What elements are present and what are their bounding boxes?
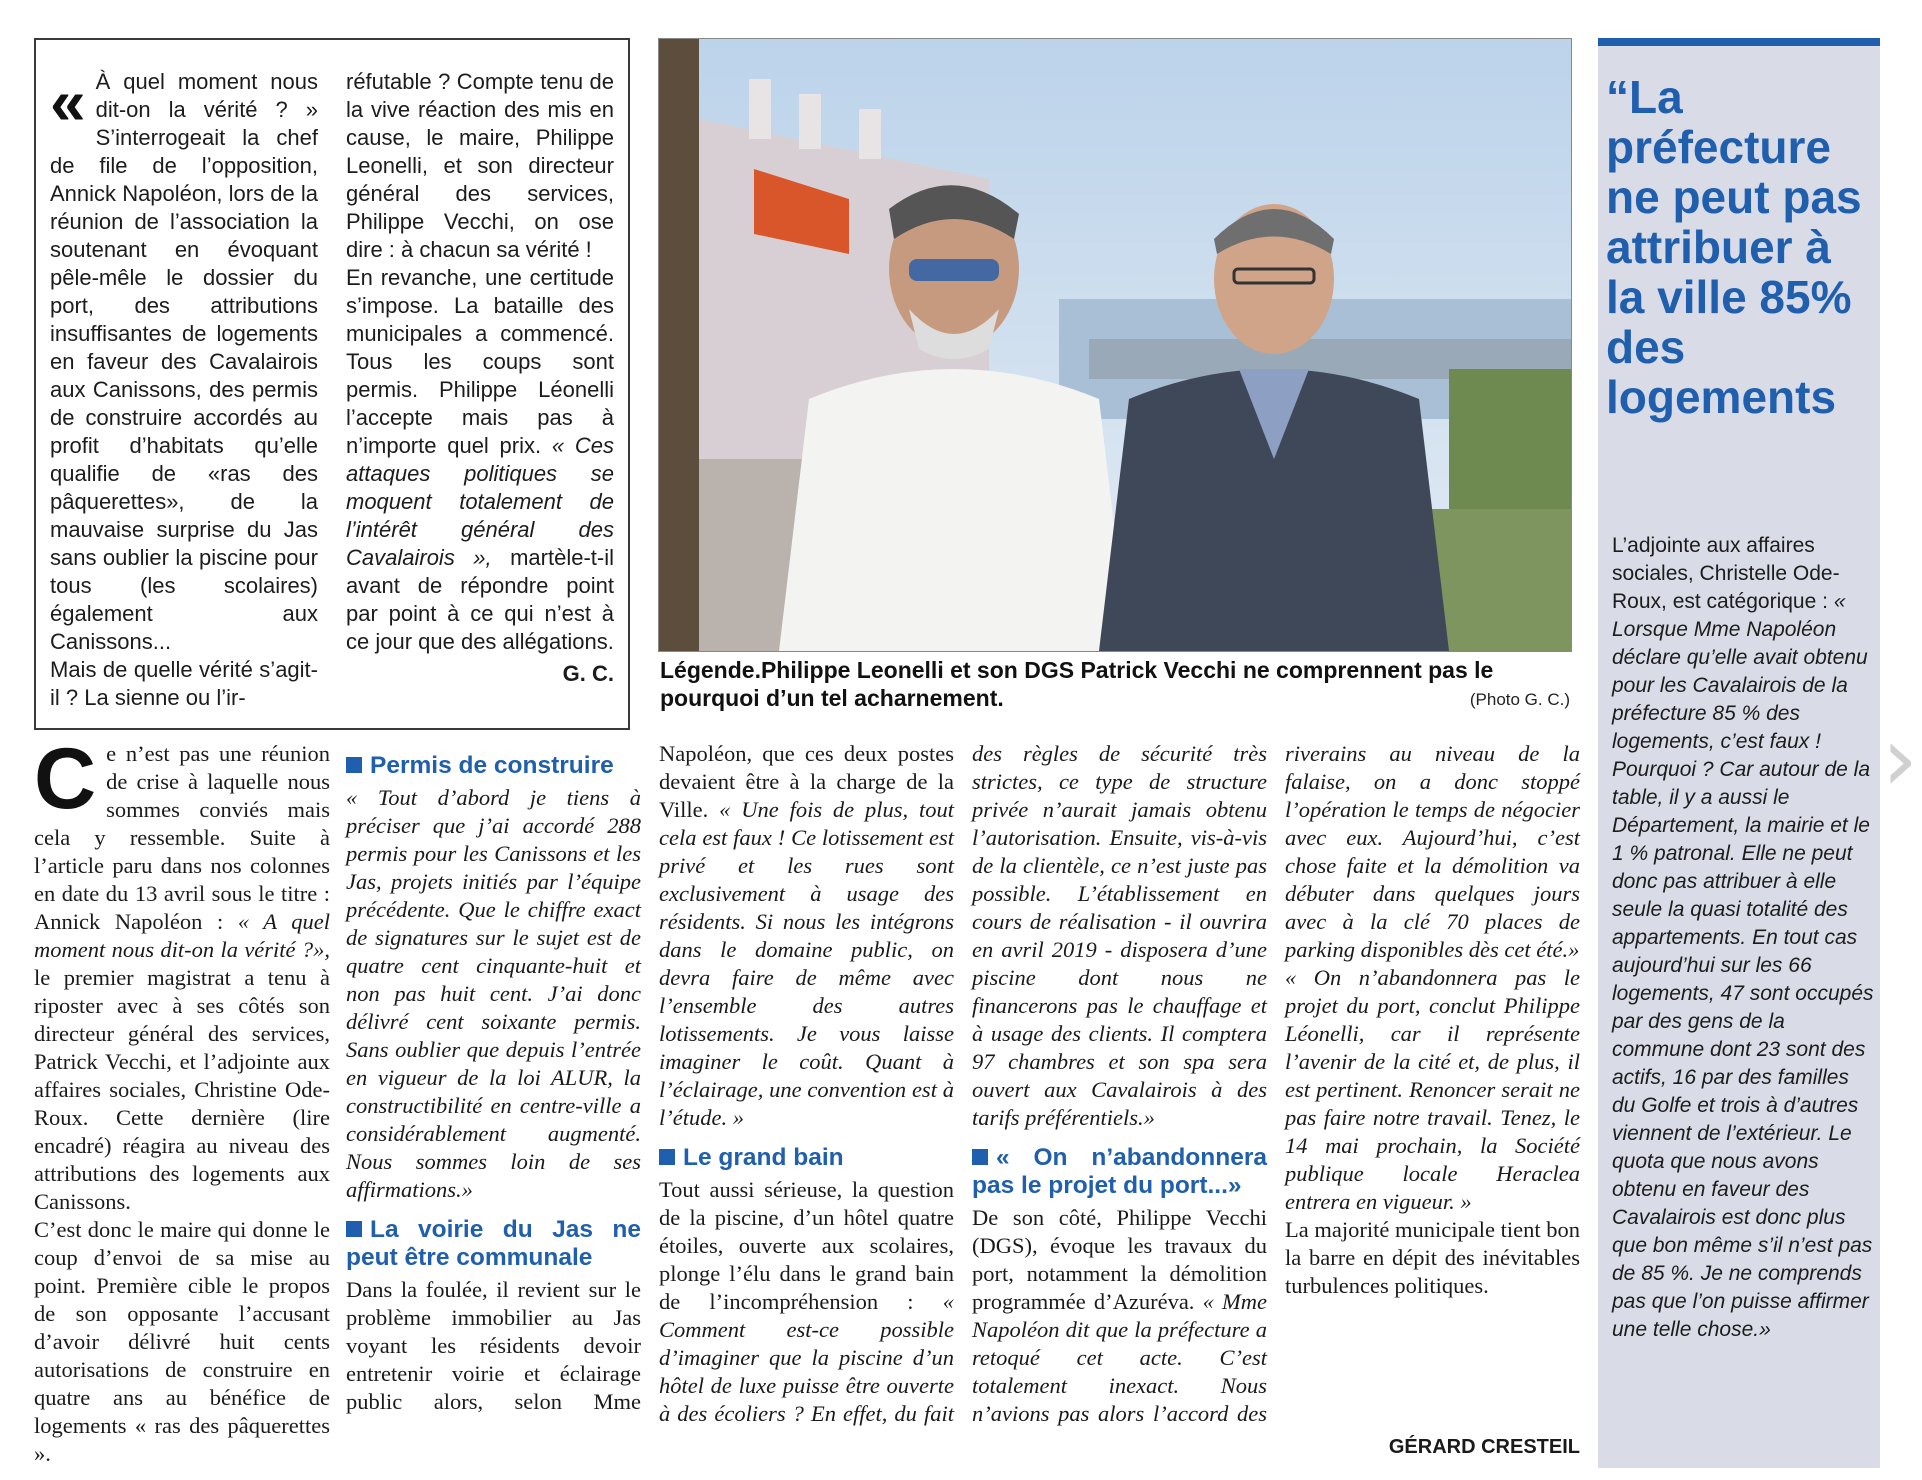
cut-off-headline (30, 0, 1630, 6)
sidebar-intro: L’adjointe aux affaires sociales, Christelle Ode-Roux, est catégorique : (1612, 534, 1840, 613)
article-paragraph-6: De son côté, Philippe Vecchi (DGS), évoque les travaux du port, notamment la démolition programmée d’Azuréva. « Mme Napoléon dit que la préfecture a retoqué cet acte. C’est totalement inexact. Nous n’avions pas alors l’accord des riverains au niveau de la falaise, on a donc stoppé l’opération le temps de négocier avec eux. Aujourd’hui, c’est chose faite et la démolition va débuter dans quelques jours avec à la clé 70 places de parking disponibles dès cet été.» (972, 741, 1580, 1426)
subheading-voirie: La voirie du Jas ne peut être communale (346, 1216, 641, 1271)
intro-paragraph-5: martèle-t-il avant de répondre point par point à ce qui n’est à ce jour que des allégations. (346, 545, 614, 654)
square-bullet-icon (346, 1221, 362, 1237)
square-bullet-icon (659, 1149, 675, 1165)
intro-column-2 (346, 68, 614, 688)
sidebar-text (1612, 532, 1874, 1344)
subheading-permis: Permis de construire (346, 752, 641, 780)
article-paragraph-5: Tout aussi sérieuse, la question de la piscine, d’un hôtel quatre étoiles, ouverte aux scolaires, plonge l’élu dans le grand bain de l’incompréhension : « Comment est-ce possible d’imaginer que la piscine d’un hôtel de luxe puisse être ouverte à des écoliers ? En effet, du fait des règles de sécurité très strictes, ce type de structure privée n’aurait jamais obtenu l’autorisation. Ensuite, vis-à-vis de la clientèle, ce n’est juste pas possible. L’établissement en cours de réalisation - il ouvrira en avril 2019 - disposera d’une piscine dont nous ne financerons pas le chauffage et à usage des clients. Il comptera 97 chambres et son spa sera ouvert aux Cavalairois à des tarifs préférentiels.» (659, 741, 1267, 1426)
intro-paragraph-4: En revanche, une certitude s’impose. La bataille des municipales a commencé. Tous les coups sont permis. Philippe Léonelli l’accepte mais pas à n’importe quel prix. (346, 265, 614, 458)
square-bullet-icon (972, 1149, 988, 1165)
chevron-right-icon[interactable]: › (1882, 707, 1918, 812)
subheading-grand-bain: Le grand bain (659, 1144, 954, 1172)
sidebar-pull-quote: “La préfecture ne peut pas attribuer à la ville 85% des logements (1606, 71, 1862, 423)
article-paragraph-3: « Tout d’abord je tiens à préciser que j’ai accordé 288 permis pour les Canissons et les Jas, projets initiés par l’équipe précédente. Que le chiffre exact de signatures sur le sujet est de quatre cent cinquante-huit et non pas huit cent. J’ai donc délivré cent soixante permis. Sans oublier que depuis l’entrée en vigueur de la loi ALUR, la constructibilité en centre-ville a considérablement augmenté. Nous sommes loin de ses affirmations.» (346, 785, 641, 1202)
intro-quote: « Ces attaques politiques se moquent totalement de l’intérêt général des Cavalairois », (346, 433, 614, 570)
drop-cap: C (34, 740, 97, 827)
article-paragraph-1: Ce n’est pas une réunion de crise à laquelle nous sommes conviés mais cela y ressemble. Suite à l’article paru dans nos colonnes en date du 13 avril sous le titre : Annick Napoléon : « A quel moment nous dit-on la vérité ?», le premier magistrat a tenu à riposter avec à ses côtés son directeur général des services, Patrick Vecchi, et l’adjointe aux affaires sociales, Christine Ode-Roux. Cette dernière (lire encadré) réagira au niveau des attributions des logements aux Canissons. (34, 740, 330, 1214)
square-bullet-icon (346, 757, 362, 773)
article-paragraph-4: Dans la foulée, il revient sur le problème immobilier au Jas voyant les résidents devoir entretenir voirie et éclairage public alors, selon Mme Napoléon, que ces deux postes devaient être à la charge de la Ville. « Une fois de plus, tout cela est faux ! Ce lotissement est privé et les rues sont exclusivement à usage des résidents. Si nous les intégrons dans le domaine public, on devra faire de même avec l’ensemble des autres lotissements. Je vous laisse imaginer le coût. Quant à l’éclairage, une convention est à l’étude. » (346, 741, 954, 1414)
intro-signature: G. C. (562, 661, 614, 686)
article-paragraph-8: La majorité municipale tient bon la barre en dépit des inévitables turbulences politiques. (1285, 1217, 1580, 1298)
sidebar-box (1598, 38, 1880, 1468)
intro-box (34, 38, 630, 730)
intro-paragraph-2: Mais de quelle vérité s’agit-il ? La sienne ou l’ir- (50, 657, 318, 710)
article-paragraph-2: C’est donc le maire qui donne le coup d’envoi de sa mise au point. Première cible le propos de son opposante l’accusant d’avoir délivré huit cents autorisations de construire en quatre ans au bénéfice de logements « ras des pâquerettes ». (34, 1217, 330, 1466)
intro-paragraph-1: À quel moment nous dit-on la vérité ? » S’interrogeait la chef de file de l’opposition, Annick Napoléon, lors de la réunion de l’association la soutenant en évoquant pêle-mêle le dossier du port, des attributions insuffisantes de logements en faveur des Cavalairois aux Canissons, des permis de construire accordés au profit d’habitats qu’elle qualifie de «ras des pâquerettes», de la mauvaise surprise du Jas sans oublier la piscine pour tous (les scolaires) également aux Canissons... (50, 69, 318, 654)
photo-caption: Légende.Philippe Leonelli et son DGS Patrick Vecchi ne comprennent pas le pourquoi d’un tel acharnement. (660, 657, 1494, 711)
article-photo (658, 38, 1572, 652)
opening-quote-mark: « (50, 66, 86, 138)
intro-column-1 (50, 68, 318, 712)
article-flow (346, 740, 1580, 1430)
author-signature: GÉRARD CRESTEIL (1388, 1436, 1580, 1458)
photo-credit: (Photo G. C.) (1469, 690, 1570, 709)
intro-paragraph-3: réfutable ? Compte tenu de la vive réaction des mis en cause, le maire, Philippe Leonelli, et son directeur général des services, Philippe Vecchi, on ose dire : à chacun sa vérité ! (346, 69, 614, 262)
article-paragraph-7: « On n’abandonnera pas le projet du port, conclut Philippe Léonelli, car il représente l’avenir de la cité et, de plus, il est pertinent. Renoncer serait ne pas faire notre travail. Tenez, le 14 mai prochain, la Société publique locale Heraclea entrera en vigueur. » (1285, 965, 1580, 1214)
sidebar-quote-body: « Lorsque Mme Napoléon déclare qu’elle avait obtenu pour les Cavalairois de la préfecture 85 % des logements, c’est faux ! Pourquoi ? Car autour de la table, il y a aussi le Département, la mairie et le 1 % patronal. Elle ne peut donc pas attribuer à elle seule la quasi totalité des appartements. En tout cas aujourd’hui sur les 66 logements, 47 sont occupés par des gens de la commune dont 23 sont des actifs, 16 par des familles du Golfe et trois à d’autres viennent de l’extérieur. Le quota que nous avons obtenu en faveur des Cavalairois est donc plus que bon même s’il n’est pas de 85 %. Je ne comprends pas que l’on puisse affirmer une telle chose.» (1612, 590, 1874, 1341)
subheading-port: « On n’abandonnera pas le projet du port...» (972, 1144, 1267, 1199)
article-column-1 (34, 740, 330, 1478)
photo-illustration (659, 39, 1571, 651)
